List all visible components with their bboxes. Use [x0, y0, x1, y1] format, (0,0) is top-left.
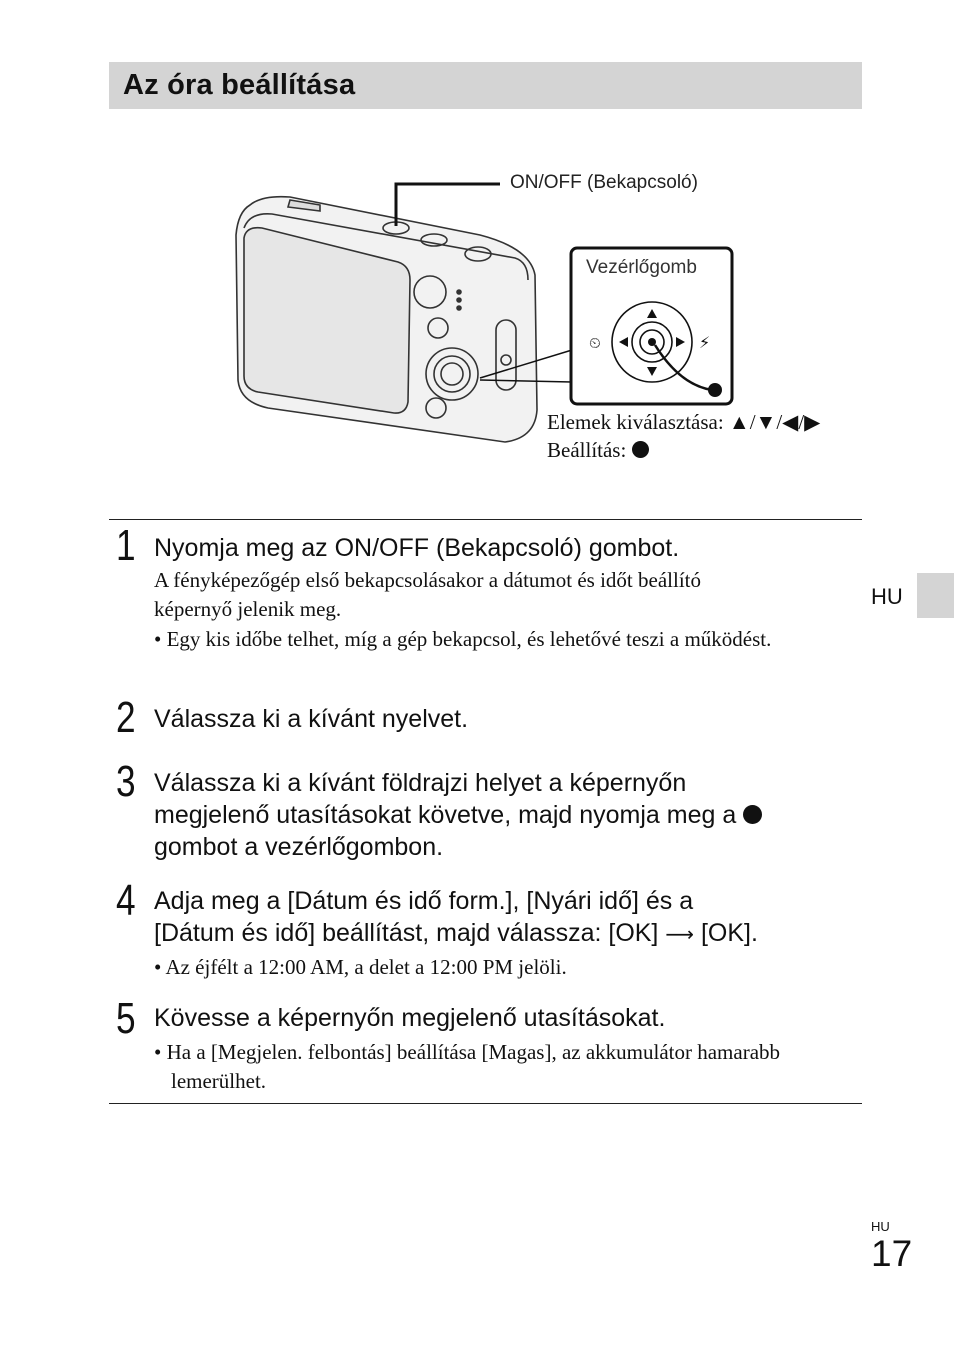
onoff-callout-line [396, 184, 500, 226]
page-title: Az óra beállítása [123, 69, 356, 101]
language-side-tab [917, 573, 954, 618]
divider-bottom [109, 1103, 862, 1104]
step-3-title-line3: gombot a vezérlőgombon. [154, 833, 444, 861]
control-button-label: Vezérlőgomb [586, 257, 697, 278]
step-4-title-line1: Adja meg a [Dátum és idő form.], [Nyári idő] és a [154, 887, 694, 915]
caption-set: Beállítás: [547, 438, 649, 463]
set-dot-icon [708, 383, 722, 397]
svg-text:⚡: ⚡ [699, 333, 711, 352]
caption-select: Elemek kiválasztása: ▲/▼/◀/▶ [547, 410, 821, 434]
step-3-number: 3 [116, 757, 136, 806]
step-1-bullet: • Egy kis időbe telhet, míg a gép bekapcsol, és lehetővé teszi a működést. [154, 627, 772, 651]
step-1-body-line1: A fényképezőgép első bekapcsolásakor a dátumot és időt beállító [154, 568, 701, 592]
step-2-title: Válassza ki a kívánt nyelvet. [154, 705, 469, 733]
page-number: 17 [871, 1233, 913, 1274]
step-3-title-line1: Válassza ki a kívánt földrajzi helyet a képernyőn [154, 769, 687, 797]
step-1-number: 1 [116, 521, 136, 570]
arrow-right-icon: ⟶ [665, 922, 695, 946]
camera-body [236, 197, 537, 442]
center-button-icon [632, 441, 649, 458]
step-1-title: Nyomja meg az ON/OFF (Bekapcsoló) gombot. [154, 534, 680, 562]
svg-text:⏲: ⏲ [589, 334, 601, 352]
step-3-title-line2: megjelenő utasításokat követve, majd nyomja meg a [154, 799, 762, 831]
step-5-bullet: • Ha a [Megjelen. felbontás] beállítása [Magas], az akkumulátor hamarabb lemerülhet. [154, 1040, 781, 1093]
step-5-title: Kövesse a képernyőn megjelenő utasításokat. [154, 1004, 666, 1032]
step-5-number: 5 [116, 994, 136, 1043]
step-2-number: 2 [116, 693, 136, 742]
step-1-body-line2: képernyő jelenik meg. [154, 597, 342, 621]
onoff-label: ON/OFF (Bekapcsoló) [510, 172, 698, 193]
language-label: HU [871, 584, 903, 609]
page-language-code: HU [871, 1219, 890, 1234]
center-button-icon [743, 805, 762, 824]
step-4-title-line2: [Dátum és idő] beállítást, majd válassza: [OK] ⟶ [OK]. [154, 919, 758, 947]
step-4-bullet: • Az éjfélt a 12:00 AM, a delet a 12:00 PM jelöli. [154, 955, 567, 979]
divider-top [109, 519, 862, 520]
step-4-number: 4 [116, 876, 136, 925]
